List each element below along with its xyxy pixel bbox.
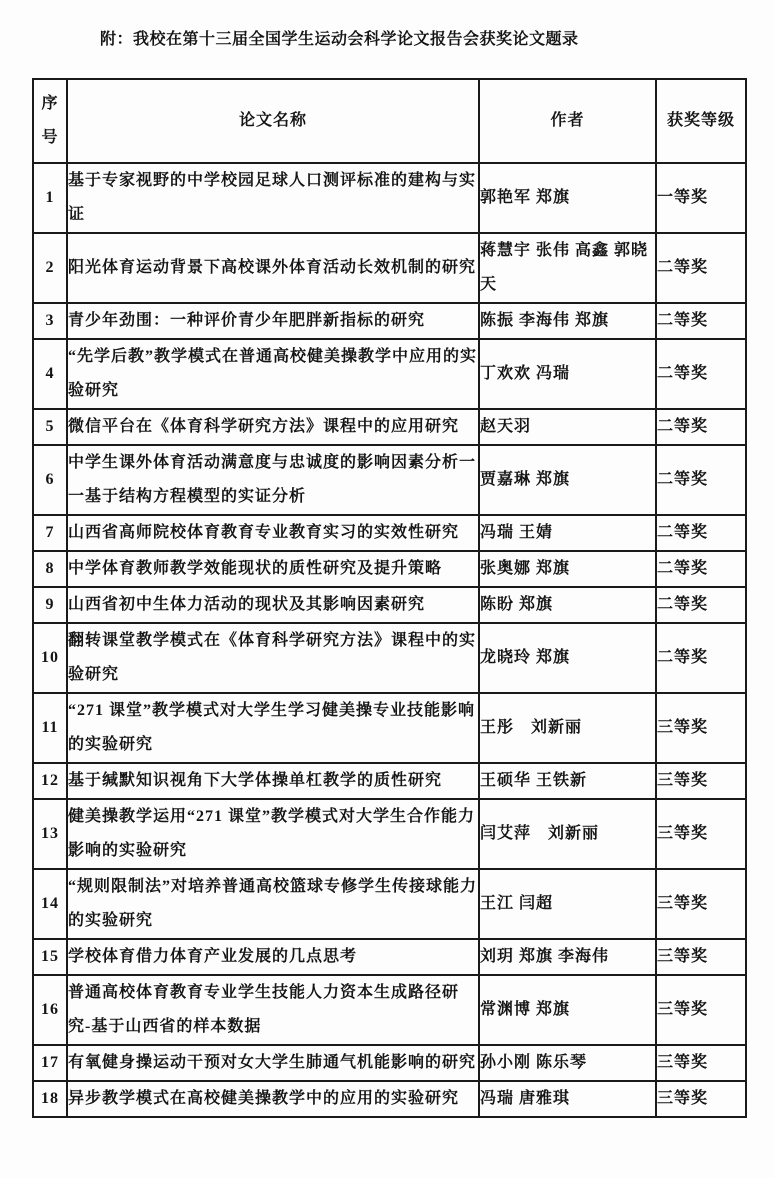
header-authors: 作者 <box>479 79 656 163</box>
paper-title-cell: 山西省初中生体力活动的现状及其影响因素研究 <box>67 587 479 623</box>
awards-table <box>32 78 747 1118</box>
paper-title-cell: 翻转课堂教学模式在《体育科学研究方法》课程中的实验研究 <box>67 623 479 693</box>
award-cell: 三等奖 <box>656 939 746 975</box>
table-row <box>33 515 746 551</box>
award-cell: 三等奖 <box>656 799 746 869</box>
authors-cell: 陈振 李海伟 郑旗 <box>479 303 656 339</box>
table-row <box>33 587 746 623</box>
row-index-cell: 17 <box>33 1045 67 1081</box>
row-index-cell: 5 <box>33 409 67 445</box>
paper-title-cell: 中学生课外体育活动满意度与忠诚度的影响因素分析一一基于结构方程模型的实证分析 <box>67 445 479 515</box>
authors-cell: 龙晓玲 郑旗 <box>479 623 656 693</box>
row-index-cell: 16 <box>33 975 67 1045</box>
award-cell: 三等奖 <box>656 869 746 939</box>
authors-cell: 王硕华 王铁新 <box>479 763 656 799</box>
row-index-cell: 13 <box>33 799 67 869</box>
row-index-cell: 1 <box>33 163 67 233</box>
table-row <box>33 975 746 1045</box>
award-cell: 三等奖 <box>656 1045 746 1081</box>
award-cell: 三等奖 <box>656 1081 746 1117</box>
table-row <box>33 869 746 939</box>
header-index-label: 序号 <box>41 95 59 146</box>
authors-cell: 郭艳军 郑旗 <box>479 163 656 233</box>
table-row <box>33 551 746 587</box>
award-cell: 二等奖 <box>656 445 746 515</box>
award-cell: 三等奖 <box>656 975 746 1045</box>
authors-cell: 冯瑞 王婧 <box>479 515 656 551</box>
award-cell: 三等奖 <box>656 693 746 763</box>
header-index <box>33 79 67 163</box>
authors-cell: 常渊博 郑旗 <box>479 975 656 1045</box>
paper-title-cell: “271 课堂”教学模式对大学生学习健美操专业技能影响的实验研究 <box>67 693 479 763</box>
row-index-cell: 3 <box>33 303 67 339</box>
row-index-cell: 4 <box>33 339 67 409</box>
paper-title-cell: “先学后教”教学模式在普通高校健美操教学中应用的实验研究 <box>67 339 479 409</box>
award-cell: 二等奖 <box>656 551 746 587</box>
table-row <box>33 445 746 515</box>
row-index-cell: 15 <box>33 939 67 975</box>
authors-cell: 王彤 刘新丽 <box>479 693 656 763</box>
table-row <box>33 163 746 233</box>
paper-title-cell: 山西省高师院校体育教育专业教育实习的实效性研究 <box>67 515 479 551</box>
authors-cell: 刘玥 郑旗 李海伟 <box>479 939 656 975</box>
table-row <box>33 409 746 445</box>
paper-title-cell: 普通高校体育教育专业学生技能人力资本生成路径研究-基于山西省的样本数据 <box>67 975 479 1045</box>
authors-cell: 贾嘉琳 郑旗 <box>479 445 656 515</box>
row-index-cell: 6 <box>33 445 67 515</box>
header-award: 获奖等级 <box>656 79 746 163</box>
award-cell: 三等奖 <box>656 763 746 799</box>
table-row <box>33 1081 746 1117</box>
table-row <box>33 303 746 339</box>
paper-title-cell: 中学体育教师教学效能现状的质性研究及提升策略 <box>67 551 479 587</box>
authors-cell: 闫艾萍 刘新丽 <box>479 799 656 869</box>
header-row <box>33 79 746 163</box>
paper-title-cell: 有氧健身操运动干预对女大学生肺通气机能影响的研究 <box>67 1045 479 1081</box>
authors-cell: 王江 闫超 <box>479 869 656 939</box>
award-cell: 二等奖 <box>656 233 746 303</box>
paper-title-cell: “规则限制法”对培养普通高校篮球专修学生传接球能力的实验研究 <box>67 869 479 939</box>
table-row <box>33 763 746 799</box>
row-index-cell: 14 <box>33 869 67 939</box>
award-cell: 二等奖 <box>656 339 746 409</box>
header-paper-title: 论文名称 <box>67 79 479 163</box>
authors-cell: 赵天羽 <box>479 409 656 445</box>
authors-cell: 张奥娜 郑旗 <box>479 551 656 587</box>
paper-title-cell: 学校体育借力体育产业发展的几点思考 <box>67 939 479 975</box>
row-index-cell: 8 <box>33 551 67 587</box>
table-row <box>33 233 746 303</box>
table-rows <box>33 163 746 1117</box>
row-index-cell: 18 <box>33 1081 67 1117</box>
table-row <box>33 623 746 693</box>
table-row <box>33 939 746 975</box>
authors-cell: 丁欢欢 冯瑞 <box>479 339 656 409</box>
paper-title-cell: 青少年劲围：一种评价青少年肥胖新指标的研究 <box>67 303 479 339</box>
authors-cell: 冯瑞 唐雅琪 <box>479 1081 656 1117</box>
authors-cell: 陈盼 郑旗 <box>479 587 656 623</box>
authors-cell: 孙小刚 陈乐琴 <box>479 1045 656 1081</box>
document-title: 附：我校在第十三届全国学生运动会科学论文报告会获奖论文题录 <box>100 31 579 48</box>
award-cell: 二等奖 <box>656 409 746 445</box>
award-cell: 二等奖 <box>656 515 746 551</box>
award-cell: 二等奖 <box>656 623 746 693</box>
awards-table-header <box>33 79 746 163</box>
paper-title-cell: 微信平台在《体育科学研究方法》课程中的应用研究 <box>67 409 479 445</box>
award-cell: 一等奖 <box>656 163 746 233</box>
row-index-cell: 11 <box>33 693 67 763</box>
row-index-cell: 12 <box>33 763 67 799</box>
row-index-cell: 10 <box>33 623 67 693</box>
award-cell: 二等奖 <box>656 587 746 623</box>
authors-cell: 蒋慧宇 张伟 高鑫 郭晓天 <box>479 233 656 303</box>
table-row <box>33 1045 746 1081</box>
paper-title-cell: 异步教学模式在高校健美操教学中的应用的实验研究 <box>67 1081 479 1117</box>
row-index-cell: 9 <box>33 587 67 623</box>
paper-title-cell: 健美操教学运用“271 课堂”教学模式对大学生合作能力影响的实验研究 <box>67 799 479 869</box>
table-row <box>33 693 746 763</box>
paper-title-cell: 阳光体育运动背景下高校课外体育活动长效机制的研究 <box>67 233 479 303</box>
row-index-cell: 2 <box>33 233 67 303</box>
paper-title-cell: 基于专家视野的中学校园足球人口测评标准的建构与实证 <box>67 163 479 233</box>
row-index-cell: 7 <box>33 515 67 551</box>
table-row <box>33 339 746 409</box>
paper-title-cell: 基于缄默知识视角下大学体操单杠教学的质性研究 <box>67 763 479 799</box>
table-row <box>33 799 746 869</box>
award-cell: 二等奖 <box>656 303 746 339</box>
